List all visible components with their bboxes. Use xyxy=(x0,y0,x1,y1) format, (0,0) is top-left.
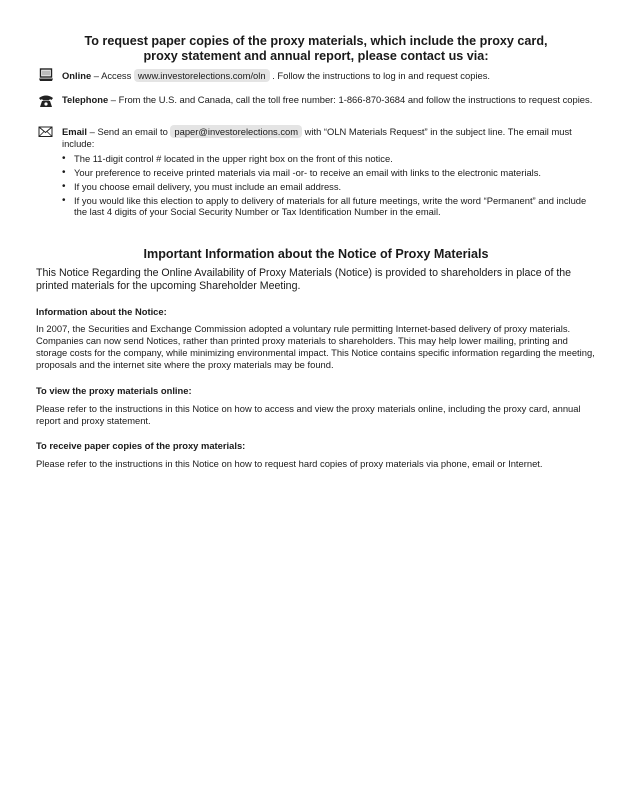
email-address-link[interactable]: paper@investorelections.com xyxy=(170,125,302,138)
online-post-text: . Follow the instructions to log in and request copies. xyxy=(269,70,490,81)
list-item: • The 11-digit control # located in the upper right box on the front of this notice. xyxy=(60,153,600,164)
request-heading-line2: proxy statement and annual report, please contact us via: xyxy=(143,49,489,63)
telephone-text: – From the U.S. and Canada, call the toll free number: 1-866-870-3684 and follow the instructions to request copies. xyxy=(108,94,593,105)
email-requirements-list xyxy=(60,153,600,220)
notice-title: Important Information about the Notice of Proxy Materials xyxy=(143,247,489,261)
section-heading-view-online: To view the proxy materials online: xyxy=(36,385,192,396)
envelope-icon xyxy=(38,125,54,139)
telephone-label: Telephone xyxy=(62,94,109,105)
email-pre-text: – Send an email to xyxy=(87,126,171,137)
telephone-icon xyxy=(38,94,54,108)
online-url-link[interactable]: www.investorelections.com/oln xyxy=(134,69,270,82)
online-label: Online xyxy=(62,70,92,81)
list-item: • If you choose email delivery, you must include an email address. xyxy=(60,181,600,192)
notice-intro: This Notice Regarding the Online Availability of Proxy Materials (Notice) is provided to shareholders in place of the printed materials for the upcoming Shareholder Meeting. xyxy=(36,267,572,292)
online-pre-text: – Access xyxy=(91,70,134,81)
email-label: Email xyxy=(62,126,88,137)
section-heading-paper-copies: To receive paper copies of the proxy materials: xyxy=(36,440,246,451)
request-heading-line1: To request paper copies of the proxy materials, which include the proxy card, xyxy=(84,34,548,48)
list-item: • Your preference to receive printed materials via mail -or- to receive an email with links to the electronic materials. xyxy=(60,167,600,178)
request-heading xyxy=(36,34,596,64)
computer-icon xyxy=(38,68,54,82)
section-body-information: In 2007, the Securities and Exchange Commission adopted a voluntary rule permitting Internet-based delivery of proxy materials. Companies can now send Notices, rather than printed proxy materials to shareholders. This may help lower mailing, printing and storage costs for the company, while minimizing environmental impact. This Notice contains specific information regarding the meeting, proposals and the internet site where the proxy materials may be found. xyxy=(36,323,595,370)
email-post-text: with “OLN Materials Request” in the subject line. The email must include: xyxy=(62,126,572,149)
section-body-paper-copies: Please refer to the instructions in this Notice on how to request hard copies of proxy materials via phone, email or Internet. xyxy=(36,458,543,469)
section-heading-information: Information about the Notice: xyxy=(36,306,167,317)
section-body-view-online: Please refer to the instructions in this Notice on how to access and view the proxy materials online, including the proxy card, annual report and proxy statement. xyxy=(36,403,581,426)
list-item: • If you would like this election to apply to delivery of materials for all future meetings, write the word “Permanent” and include the last 4 digits of your Social Security Number or Tax Identification Number in the email. xyxy=(60,195,600,217)
